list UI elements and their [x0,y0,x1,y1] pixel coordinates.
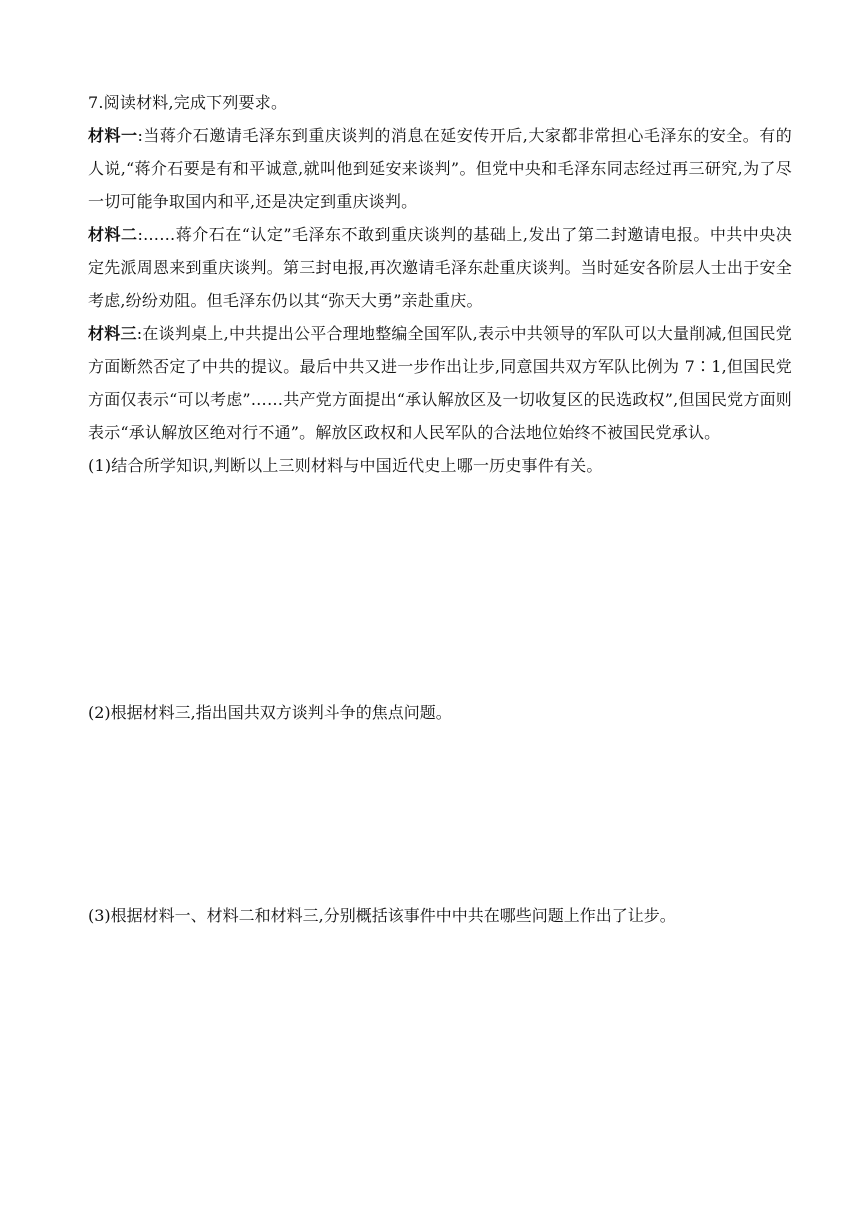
material-1-label: 材料一 [88,126,138,145]
material-2-label: 材料二 [88,225,138,244]
material-1-text: :当蒋介石邀请毛泽东到重庆谈判的消息在延安传开后,大家都非常担心毛泽东的安全。有的人说,“蒋介石要是有和平诚意,就叫他到延安来谈判”。但党中央和毛泽东同志经过再三研究,为了尽一切可能争取国内和平,还是决定到重庆谈判。 [88,126,792,211]
document-body [88,86,792,482]
material-3 [88,317,792,449]
material-3-label: 材料三 [88,324,137,343]
material-2 [88,218,792,317]
material-3-text: :在谈判桌上,中共提出公平合理地整编全国军队,表示中共领导的军队可以大量削减,但国民党方面断然否定了中共的提议。最后中共又进一步作出让步,同意国共双方军队比例为 7∶1,但国民党方面仅表示“可以考虑”……共产党方面提出“承认解放区及一切收复区的民选政权”,但国民党方面则表示“承认解放区绝对行不通”。解放区政权和人民军队的合法地位始终不被国民党承认。 [88,324,792,442]
sub-question-3: (3)根据材料一、材料二和材料三,分别概括该事件中中共在哪些问题上作出了让步。 [88,906,676,925]
sub-question-2: (2)根据材料三,指出国共双方谈判斗争的焦点问题。 [88,703,452,722]
material-2-text: :……蒋介石在“认定”毛泽东不敢到重庆谈判的基础上,发出了第二封邀请电报。中共中央决定先派周恩来到重庆谈判。第三封电报,再次邀请毛泽东赴重庆谈判。当时延安各阶层人士出于安全考虑,纷纷劝阻。但毛泽东仍以其“弥天大勇”亲赴重庆。 [88,225,792,310]
question-intro: 7.阅读材料,完成下列要求。 [88,93,288,112]
sub-question-1: (1)结合所学知识,判断以上三则材料与中国近代史上哪一历史事件有关。 [88,456,603,475]
material-1 [88,119,792,218]
